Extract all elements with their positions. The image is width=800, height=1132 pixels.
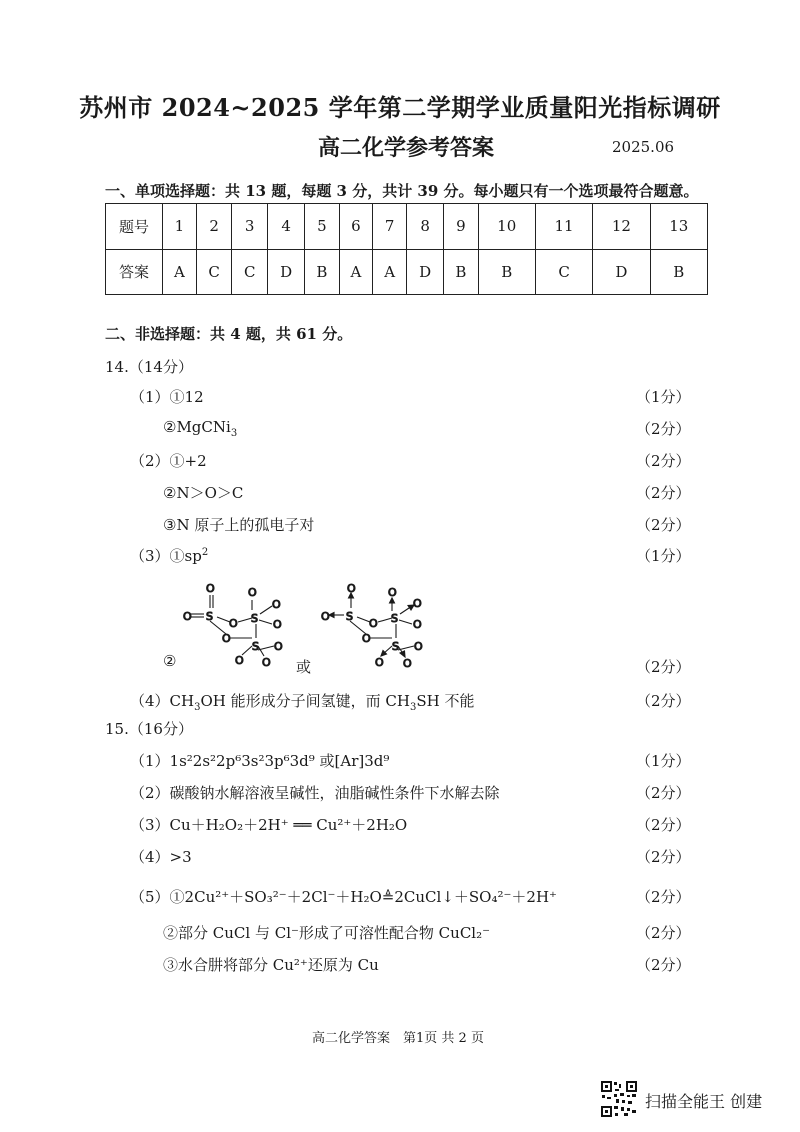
q15-points-3: （2分） (636, 816, 691, 834)
table-cell: D (593, 249, 650, 295)
q15-header: 15.（16分） (105, 720, 193, 738)
q14-points-7: （2分） (636, 658, 691, 676)
table-cell: B (444, 249, 478, 295)
table-cell: D (407, 249, 444, 295)
q14-points-1: （1分） (636, 388, 691, 406)
q14-line-3: （2）①+2 (130, 452, 207, 470)
atom-o: O (403, 657, 412, 670)
table-cell: C (196, 249, 232, 295)
q15-points-6: （2分） (636, 924, 691, 942)
atom-o: O (222, 632, 231, 645)
s3o9-structures (180, 580, 460, 670)
table-cell: C (535, 249, 592, 295)
table-cell: 3 (232, 204, 268, 250)
atom-s: S (391, 612, 398, 625)
atom-o: O (347, 582, 356, 595)
q14-line-4: ②N＞O＞C (163, 484, 244, 502)
atom-o: O (272, 598, 281, 611)
atom-o: O (183, 610, 192, 623)
structure-right (321, 582, 423, 670)
table-cell: B (305, 249, 339, 295)
table-cell: 13 (650, 204, 707, 250)
atom-o: O (388, 586, 397, 599)
q14-line-7-number: ② (163, 652, 177, 670)
document-subtitle: 高二化学参考答案 (318, 135, 495, 161)
page-footer: 高二化学答案 第1页 共 2 页 (312, 1031, 484, 1046)
table-cell: B (650, 249, 707, 295)
atom-s: S (206, 610, 213, 623)
q15-line-7: ③水合肼将部分 Cu²⁺还原为 Cu (163, 956, 379, 974)
table-cell: D (268, 249, 305, 295)
q14-line-8: $(4)CH_3OH$ 能形成分子间氢键，而 $CH_3SH$ 不能 (130, 692, 475, 713)
atom-o: O (273, 618, 282, 631)
atom-o: O (413, 597, 422, 610)
atom-o: O (206, 582, 215, 595)
table-cell: 9 (444, 204, 478, 250)
q14-points-6: （1分） (636, 547, 691, 565)
atom-o: O (229, 617, 238, 630)
q14-points-4: （2分） (636, 484, 691, 502)
qr-code-icon (600, 1080, 638, 1118)
q14-points-8: （2分） (636, 692, 691, 710)
atom-o: O (414, 640, 423, 653)
atom-o: O (274, 640, 283, 653)
table-cell: 12 (593, 204, 650, 250)
section1-heading: 一、单项选择题：共 13 题，每题 3 分，共计 39 分。每小题只有一个选项最符合题意。 (105, 182, 699, 200)
atom-s: S (252, 640, 259, 653)
table-cell: 11 (535, 204, 592, 250)
table-header-cell: 题号 (106, 204, 163, 250)
q15-line-1: （1）1s²2s²2p⁶3s²3p⁶3d⁹ 或[Ar]3d⁹ (130, 752, 390, 770)
atom-s: S (392, 640, 399, 653)
table-row-answers (106, 249, 708, 295)
q15-line-4: （4）>3 (130, 848, 192, 866)
q14-header: 14.（14分） (105, 358, 193, 376)
q14-line-2: ②MgCNi$_3$ (163, 418, 238, 439)
atom-o: O (413, 618, 422, 631)
table-cell: 5 (305, 204, 339, 250)
table-row-numbers (106, 204, 708, 250)
q15-points-4: （2分） (636, 848, 691, 866)
q14-line-7-or: 或 (296, 658, 312, 676)
document-title: 苏州市 2024~2025 学年第二学期学业质量阳光指标调研 (79, 93, 721, 122)
atom-o: O (262, 656, 271, 669)
table-cell: A (339, 249, 373, 295)
atom-o: O (248, 586, 257, 599)
answer-table (105, 203, 708, 295)
table-cell: 4 (268, 204, 305, 250)
table-cell: 7 (373, 204, 407, 250)
q14-line-5: ③N 原子上的孤电子对 (163, 516, 315, 534)
atom-o: O (321, 610, 330, 623)
q14-line-1: （1）①12 (130, 388, 204, 406)
table-cell: 1 (163, 204, 197, 250)
atom-o: O (375, 656, 384, 669)
table-header-cell: 答案 (106, 249, 163, 295)
atom-s: S (346, 610, 353, 623)
q15-line-5: （5）①2Cu²⁺＋SO₃²⁻＋2Cl⁻＋H₂O≜2CuCl↓＋SO₄²⁻＋2H⁺ (130, 888, 557, 906)
scanner-brand-label: 扫描全能王 创建 (645, 1092, 763, 1111)
atom-o: O (369, 617, 378, 630)
q15-points-7: （2分） (636, 956, 691, 974)
section2-heading: 二、非选择题：共 4 题，共 61 分。 (105, 325, 353, 343)
atom-o: O (362, 632, 371, 645)
q14-points-3: （2分） (636, 452, 691, 470)
table-cell: 6 (339, 204, 373, 250)
q15-points-5: （2分） (636, 888, 691, 906)
q15-line-6: ②部分 CuCl 与 Cl⁻形成了可溶性配合物 CuCl₂⁻ (163, 924, 491, 942)
q14-points-2: （2分） (636, 420, 691, 438)
atom-s: S (251, 612, 258, 625)
document-date: 2025.06 (612, 138, 675, 156)
q15-points-1: （1分） (636, 752, 691, 770)
table-cell: 10 (478, 204, 535, 250)
structure-left (183, 582, 283, 669)
atom-o: O (235, 654, 244, 667)
table-cell: C (232, 249, 268, 295)
q15-points-2: （2分） (636, 784, 691, 802)
q15-line-3: （3）Cu＋H₂O₂＋2H⁺ ══ Cu²⁺＋2H₂O (130, 816, 408, 834)
table-cell: A (163, 249, 197, 295)
q14-line-6: $(3)①sp^2$ (130, 547, 209, 565)
table-cell: 2 (196, 204, 232, 250)
table-cell: A (373, 249, 407, 295)
q15-line-2: （2）碳酸钠水解溶液呈碱性，油脂碱性条件下水解去除 (130, 784, 500, 802)
table-cell: B (478, 249, 535, 295)
table-cell: 8 (407, 204, 444, 250)
q14-points-5: （2分） (636, 516, 691, 534)
